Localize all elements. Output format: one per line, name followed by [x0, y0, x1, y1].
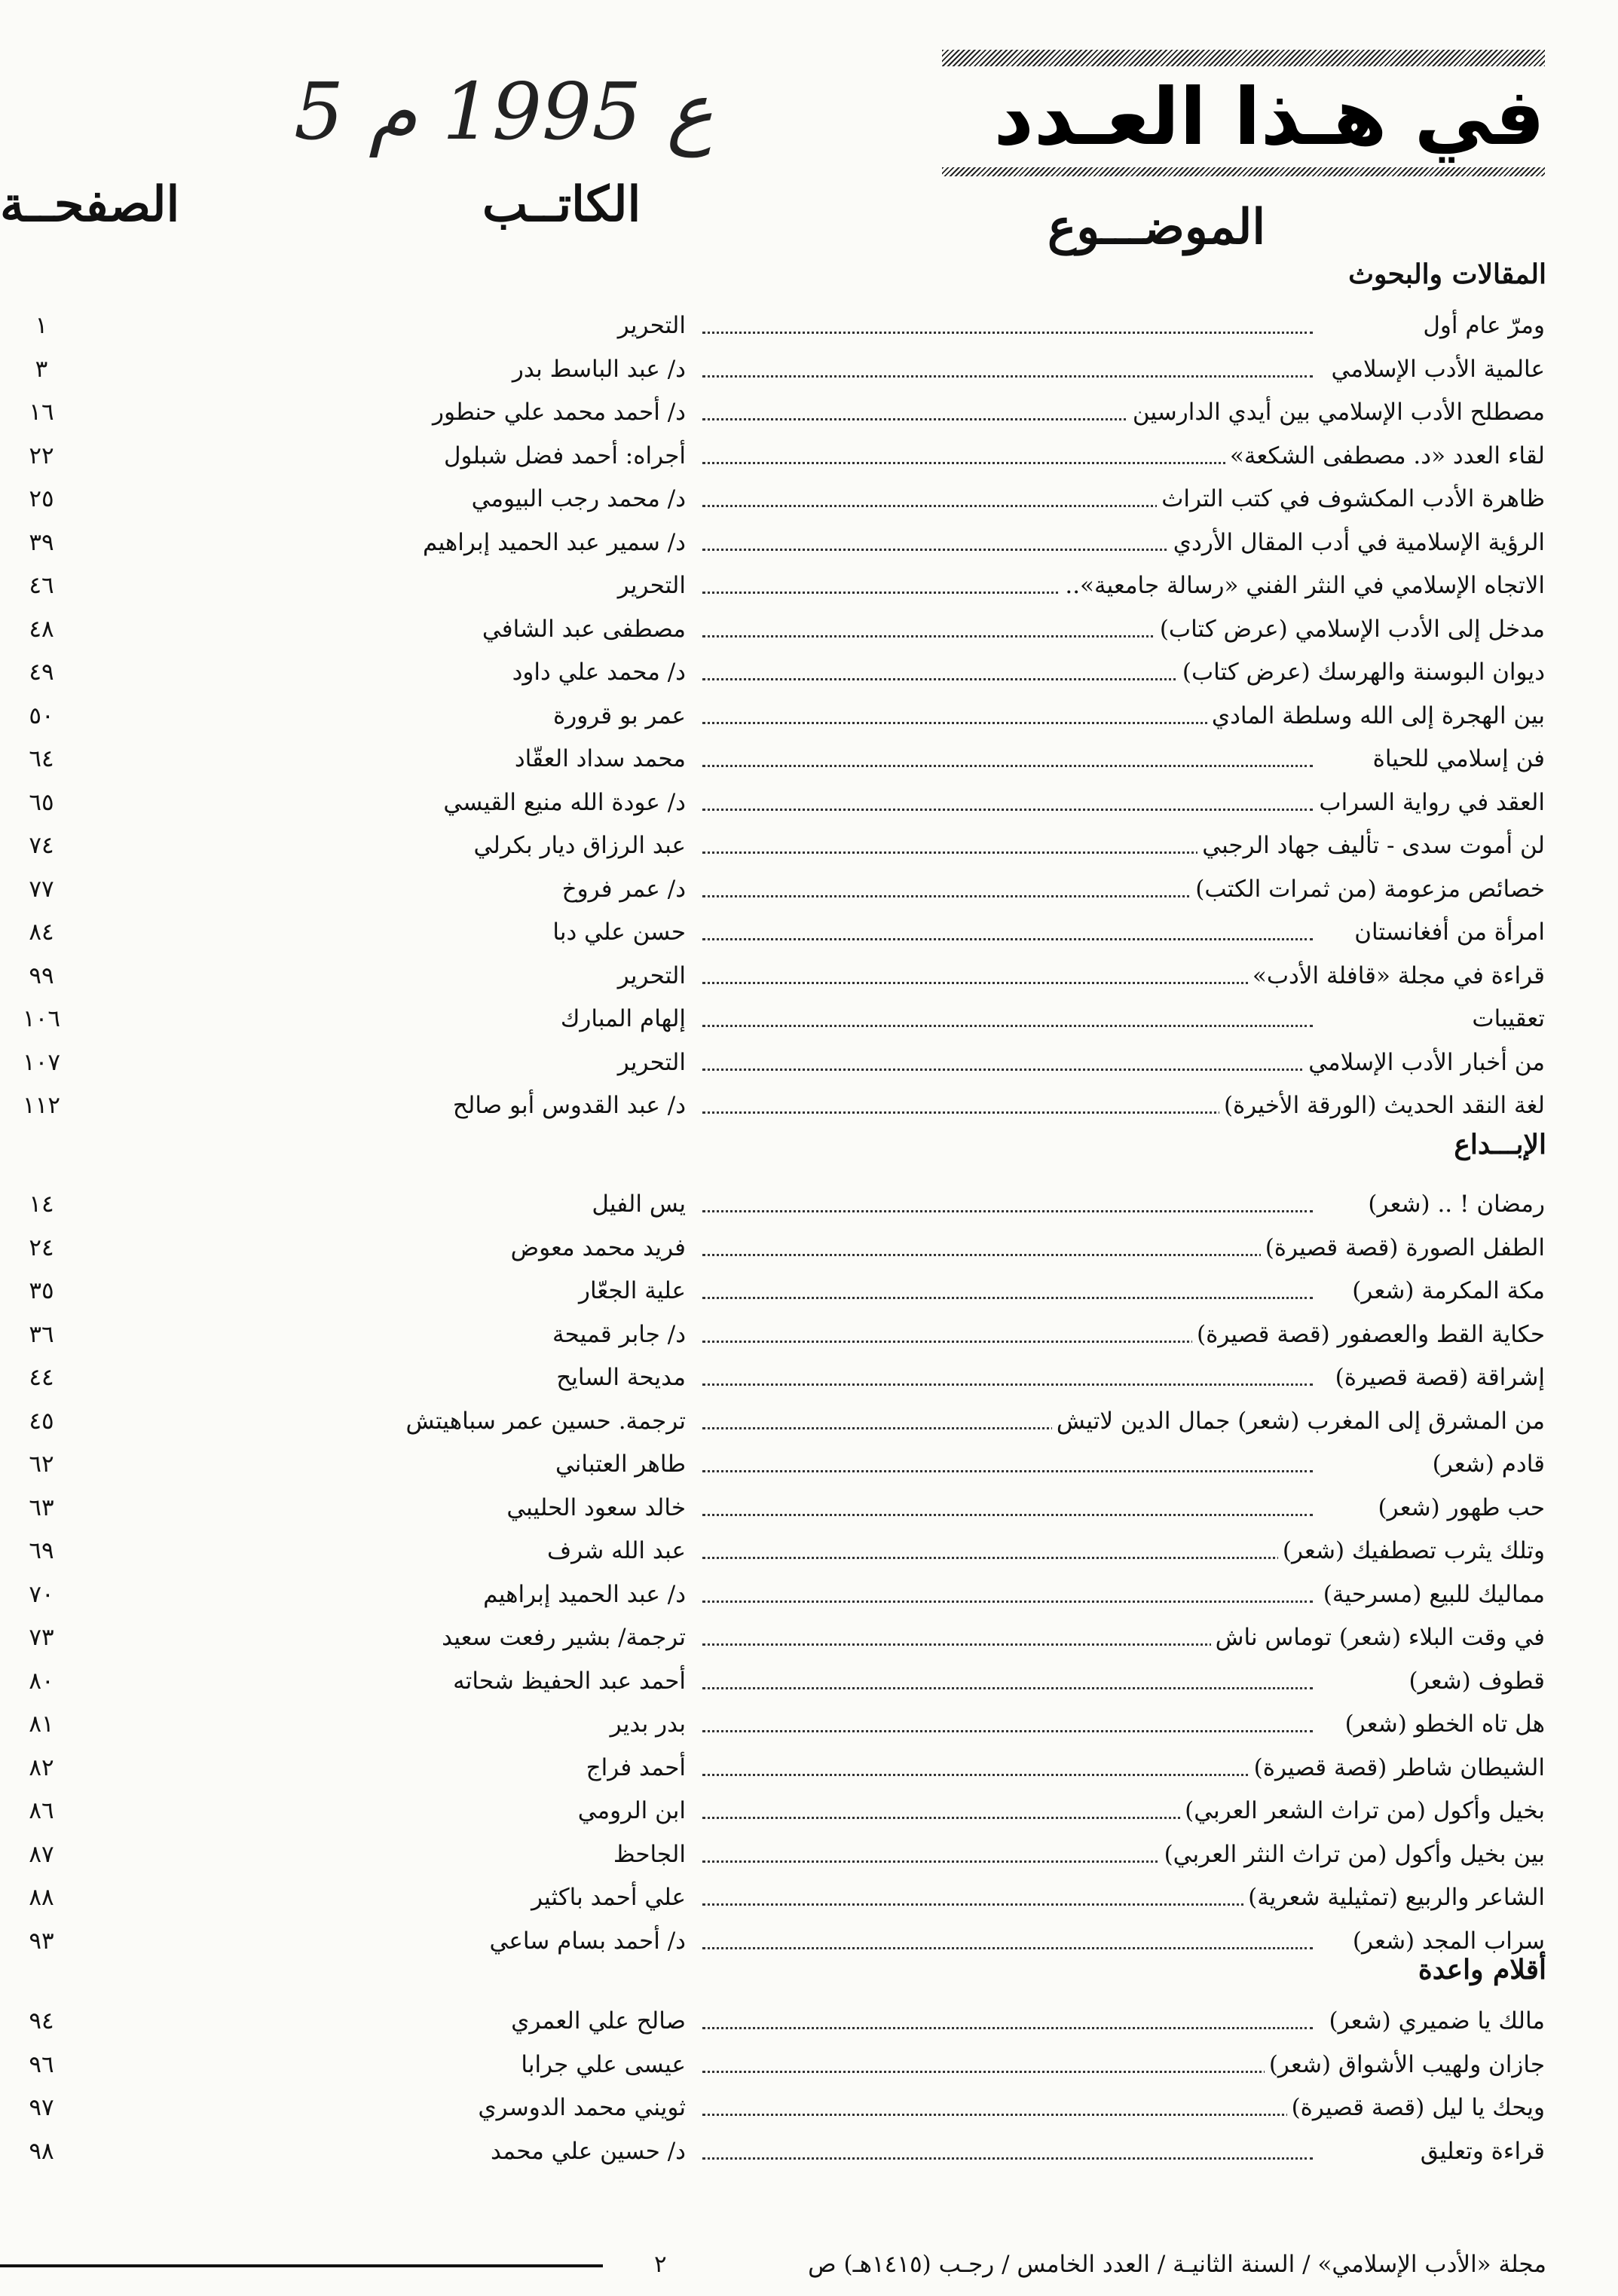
section-title: أقلام واعدة [1418, 1954, 1546, 1986]
toc-topic [686, 911, 1545, 953]
toc-page-number: ٢٥ [29, 485, 54, 512]
toc-row [0, 911, 1618, 953]
toc-topic-text: حب طهور (شعر) [1374, 1494, 1545, 1521]
toc-topic-text: إشراقة (قصة قصيرة) [1331, 1364, 1545, 1391]
toc-topic [686, 1084, 1545, 1127]
toc-author: طاهر العتباني [555, 1451, 686, 1478]
toc-row [0, 2044, 1618, 2086]
toc-page-number: ٣٦ [29, 1320, 54, 1348]
toc-author: يس الفيل [592, 1191, 686, 1218]
toc-topic [686, 955, 1545, 997]
toc-topic [686, 304, 1545, 347]
toc-topic [686, 1227, 1545, 1269]
footer-rule [0, 2264, 603, 2267]
toc-row [0, 1703, 1618, 1745]
toc-author: محمد سداد العقّاد [514, 745, 686, 772]
toc-topic-text: هل تاه الخطو (شعر) [1341, 1711, 1545, 1738]
toc-row [0, 2130, 1618, 2172]
toc-topic [686, 1356, 1545, 1399]
toc-author: التحرير [617, 572, 686, 599]
toc-row [0, 2087, 1618, 2129]
toc-author: مصطفى عبد الشافي [482, 615, 686, 643]
toc-page-number: ٨٢ [29, 1753, 54, 1781]
toc-page-number: ٩٧ [29, 2094, 54, 2121]
issue-title: في هـذا العـدد [993, 71, 1545, 163]
toc-row [0, 478, 1618, 520]
toc-topic [686, 824, 1545, 867]
toc-row [0, 1487, 1618, 1529]
toc-topic [686, 1616, 1545, 1659]
toc-topic [686, 1041, 1545, 1084]
toc-topic-text: ويحك يا ليل (قصة قصيرة) [1287, 2094, 1545, 2121]
toc-author: عبد الرزاق ديار بكرلي [473, 832, 686, 859]
toc-row [0, 1084, 1618, 1127]
toc-page-number: ٤٩ [29, 659, 54, 686]
toc-topic-text: ديوان البوسنة والهرسك (عرض كتاب) [1178, 659, 1545, 686]
toc-author: التحرير [617, 1048, 686, 1076]
toc-row [0, 608, 1618, 650]
toc-topic-text: مدخل إلى الأدب الإسلامي (عرض كتاب) [1155, 616, 1545, 643]
toc-row [0, 1183, 1618, 1225]
toc-topic [686, 1920, 1545, 1962]
toc-author: التحرير [617, 312, 686, 339]
toc-author: التحرير [617, 962, 686, 989]
toc-page-number: ٩٣ [29, 1927, 54, 1955]
toc-topic [686, 1660, 1545, 1702]
toc-topic [686, 998, 1545, 1040]
toc-author: د/ عودة الله منيع القيسي [443, 788, 686, 816]
toc-topic-text: امرأة من أفغانستان [1350, 919, 1545, 946]
toc-topic-text: مالك يا ضميري (شعر) [1325, 2007, 1545, 2035]
toc-topic-text: العقد في رواية السراب [1314, 789, 1545, 816]
toc-topic-text: قراءة وتعليق [1416, 2138, 1545, 2165]
toc-topic-text: عالمية الأدب الإسلامي [1327, 356, 1545, 383]
toc-row [0, 1443, 1618, 1485]
toc-page-number: ٦٤ [29, 745, 54, 772]
toc-row [0, 1041, 1618, 1084]
toc-row [0, 695, 1618, 737]
toc-page-number: ١٠٦ [23, 1005, 60, 1032]
toc-row [0, 738, 1618, 780]
toc-topic-text: بخيل وأكول (من تراث الشعر العربي) [1180, 1797, 1545, 1824]
toc-author: عبد الله شرف [547, 1537, 686, 1564]
toc-page-number: ٦٣ [29, 1493, 54, 1521]
toc-row [0, 1920, 1618, 1962]
toc-topic-text: لقاء العدد «د. مصطفى الشكعة» [1225, 442, 1545, 469]
header-hatch-top [942, 50, 1545, 66]
toc-author: د/ أحمد بسام ساعي [489, 1927, 686, 1955]
toc-row [0, 304, 1618, 347]
toc-page-number: ٨١ [29, 1711, 54, 1738]
toc-row [0, 1573, 1618, 1616]
toc-topic-text: جازان ولهيب الأشواق (شعر) [1265, 2051, 1545, 2078]
toc-author: د/ محمد علي داود [512, 659, 686, 686]
toc-topic-text: وتلك يثرب تصطفيك (شعر) [1278, 1537, 1545, 1564]
toc-topic [686, 2000, 1545, 2042]
toc-author: حسن علي دبا [552, 919, 686, 946]
toc-page-number: ٩٨ [29, 2137, 54, 2165]
toc-topic [686, 1833, 1545, 1876]
toc-row [0, 1790, 1618, 1832]
toc-topic [686, 2130, 1545, 2172]
toc-author: أحمد فراج [586, 1753, 686, 1781]
toc-author: الجاحظ [613, 1840, 686, 1868]
toc-page-number: ٧٤ [29, 832, 54, 859]
toc-page-number: ٨٦ [29, 1797, 54, 1824]
section-title: الإبـــداع [1454, 1129, 1546, 1160]
toc-row [0, 868, 1618, 910]
toc-topic [686, 1400, 1545, 1442]
toc-author: بدر بدير [610, 1711, 686, 1738]
toc-topic-text: قادم (شعر) [1428, 1451, 1545, 1478]
toc-author: أجراه: أحمد فضل شبلول [443, 442, 686, 469]
toc-author: د/ حسين علي محمد [491, 2137, 686, 2165]
footer [0, 2242, 1618, 2287]
toc-row [0, 1616, 1618, 1659]
toc-page-number: ٦٩ [29, 1537, 54, 1564]
toc-page-number: ٤٤ [29, 1364, 54, 1391]
toc-topic [686, 1790, 1545, 1832]
toc-topic-text: ظاهرة الأدب المكشوف في كتب التراث [1157, 485, 1545, 512]
toc-topic [686, 868, 1545, 910]
toc-topic-text: حكاية القط والعصفور (قصة قصيرة) [1192, 1321, 1545, 1348]
toc-topic [686, 2087, 1545, 2129]
toc-author: خالد سعود الحليبي [506, 1493, 686, 1521]
toc-row [0, 1530, 1618, 1572]
toc-author: ترجمة. حسين عمر سباهيتش [405, 1407, 686, 1435]
toc-row [0, 1660, 1618, 1702]
toc-topic-text: خصائص مزعومة (من ثمرات الكتب) [1191, 876, 1545, 903]
toc-page-number: ٩٦ [29, 2050, 54, 2078]
toc-author: إلهام المبارك [560, 1005, 686, 1032]
toc-topic [686, 1270, 1545, 1312]
toc-page-number: ٨٨ [29, 1884, 54, 1911]
toc-row [0, 391, 1618, 433]
toc-topic-text: في وقت البلاء (شعر) توماس ناش [1211, 1624, 1545, 1651]
toc-author: د/ جابر قميحة [552, 1320, 686, 1348]
toc-author: مديحة السايح [556, 1364, 686, 1391]
footer-journal-info: مجلة «الأدب الإسلامي» / السنة الثانيـة / العدد الخامس / رجـب (١٤١٥هـ) ص [808, 2251, 1546, 2278]
toc-author: د/ سمير عبد الحميد إبراهيم [422, 528, 686, 556]
toc-topic [686, 564, 1545, 607]
toc-page-number: ١٤ [29, 1191, 54, 1218]
toc-page-number: ٨٧ [29, 1840, 54, 1868]
toc-topic-text: من المشرق إلى المغرب (شعر) جمال الدين لاتيش [1052, 1408, 1545, 1435]
toc-topic [686, 695, 1545, 737]
toc-topic-text: الرؤية الإسلامية في أدب المقال الأردي [1169, 529, 1545, 556]
toc-page-number: ٨٠ [29, 1667, 54, 1695]
toc-topic [686, 521, 1545, 564]
header-hatch-bottom [942, 167, 1545, 176]
toc-topic-text: الاتجاه الإسلامي في النثر الفني «رسالة جامعية».. [1060, 572, 1545, 599]
toc-author: ثويني محمد الدوسري [478, 2094, 686, 2121]
toc-topic [686, 738, 1545, 780]
toc-page-number: ٦٥ [29, 788, 54, 816]
toc-page-number: ١١٢ [23, 1092, 60, 1119]
toc-row [0, 1313, 1618, 1356]
toc-topic-text: الطفل الصورة (قصة قصيرة) [1261, 1234, 1545, 1261]
toc-topic [686, 651, 1545, 693]
toc-topic [686, 1747, 1545, 1789]
toc-page-number: ١ [35, 312, 48, 339]
toc-topic-text: بين الهجرة إلى الله وسلطة المادي [1207, 702, 1545, 729]
toc-topic [686, 781, 1545, 824]
toc-page-number: ٥٠ [29, 702, 54, 729]
toc-topic [686, 2044, 1545, 2086]
toc-topic [686, 1573, 1545, 1616]
toc-topic-text: مماليك للبيع (مسرحية) [1319, 1581, 1545, 1608]
toc-topic-text: الشيطان شاطر (قصة قصيرة) [1249, 1754, 1545, 1781]
toc-page-number: ٧٠ [29, 1580, 54, 1608]
toc-author: أحمد عبد الحفيظ شحاته [453, 1667, 686, 1695]
toc-topic-text: تعقيبات [1467, 1005, 1545, 1032]
toc-page-number: ٨٤ [29, 919, 54, 946]
toc-row [0, 1747, 1618, 1789]
toc-author: د/ عبد القدوس أبو صالح [452, 1092, 686, 1119]
toc-page-number: ٣٥ [29, 1277, 54, 1304]
toc-row [0, 348, 1618, 390]
toc-topic-text: الشاعر والربيع (تمثيلية شعرية) [1243, 1884, 1545, 1911]
toc-topic-text: من أخبار الأدب الإسلامي [1304, 1049, 1545, 1076]
toc-topic-text: ومرّ عام أول [1418, 312, 1545, 339]
toc-author: فريد محمد معوض [510, 1234, 686, 1261]
toc-topic-text: مكة المكرمة (شعر) [1347, 1277, 1545, 1304]
toc-topic-text: بين بخيل وأكول (من تراث النثر العربي) [1160, 1841, 1545, 1868]
toc-topic-text: لن أموت سدى - تأليف جهاد الرجبي [1197, 832, 1545, 859]
toc-author: د/ عبد الباسط بدر [512, 355, 686, 383]
toc-page-number: ٦٢ [29, 1451, 54, 1478]
section-title: المقالات والبحوث [1348, 258, 1546, 290]
toc-topic-text: قطوف (شعر) [1405, 1668, 1545, 1695]
toc-topic [686, 348, 1545, 390]
toc-topic [686, 1183, 1545, 1225]
toc-page-number: ٢٢ [29, 442, 54, 469]
column-header-topic: الموضـــوع [1048, 199, 1266, 255]
toc-page-number: ٧٧ [29, 875, 54, 903]
toc-row [0, 1270, 1618, 1312]
toc-topic [686, 435, 1545, 477]
toc-topic [686, 1487, 1545, 1529]
toc-row [0, 1227, 1618, 1269]
toc-topic [686, 1443, 1545, 1485]
toc-author: ترجمة/ بشير رفعت سعيد [442, 1624, 686, 1651]
toc-topic-text: مصطلح الأدب الإسلامي بين أيدي الدارسين [1128, 399, 1545, 426]
toc-author: علية الجعّار [578, 1277, 686, 1304]
toc-row [0, 521, 1618, 564]
toc-page-number: ٢٤ [29, 1234, 54, 1261]
toc-topic [686, 478, 1545, 520]
toc-page-number: ٤٥ [29, 1407, 54, 1435]
toc-topic [686, 1313, 1545, 1356]
toc-topic-text: سراب المجد (شعر) [1348, 1928, 1545, 1955]
toc-row [0, 1876, 1618, 1918]
toc-topic-text: فن إسلامي للحياة [1369, 745, 1545, 772]
toc-page-number: ٤٨ [29, 615, 54, 643]
toc-topic-text: رمضان ! .. (شعر) [1363, 1191, 1545, 1218]
toc-author: صالح علي العمري [511, 2007, 686, 2035]
toc-author: د/ أحمد محمد علي حنطور [433, 399, 686, 426]
toc-page-number: ١٠٧ [23, 1048, 60, 1076]
toc-author: عيسى علي جرابا [521, 2050, 686, 2078]
handwritten-note: 5 ع 1995 م [294, 66, 714, 157]
toc-page-number: ٩٤ [29, 2007, 54, 2035]
column-header-page: الصفحــة [0, 176, 180, 233]
toc-author: عمر بو قرورة [553, 702, 686, 729]
toc-row [0, 1833, 1618, 1876]
toc-row [0, 781, 1618, 824]
toc-row [0, 1400, 1618, 1442]
toc-row [0, 2000, 1618, 2042]
toc-row [0, 564, 1618, 607]
toc-row [0, 651, 1618, 693]
toc-author: د/ محمد رجب البيومي [471, 485, 686, 512]
column-header-author: الكاتــب [482, 176, 641, 233]
toc-page-number: ٤٦ [29, 572, 54, 599]
toc-topic [686, 1530, 1545, 1572]
toc-row [0, 824, 1618, 867]
toc-topic [686, 608, 1545, 650]
toc-author: د/ عمر فروخ [561, 875, 686, 903]
toc-page-number: ٧٣ [29, 1624, 54, 1651]
toc-topic [686, 1876, 1545, 1918]
toc-page-number: ٣ [35, 355, 48, 383]
footer-page-number: ٢ [654, 2251, 667, 2278]
toc-page-number: ٩٩ [29, 962, 54, 989]
toc-page-number: ١٦ [29, 399, 54, 426]
toc-author: ابن الرومي [577, 1797, 686, 1824]
toc-row [0, 955, 1618, 997]
toc-page-number: ٣٩ [29, 528, 54, 556]
toc-topic-text: لغة النقد الحديث (الورقة الأخيرة) [1219, 1092, 1545, 1119]
toc-topic-text: قراءة في مجلة «قافلة الأدب» [1248, 962, 1545, 989]
toc-row [0, 1356, 1618, 1399]
toc-row [0, 435, 1618, 477]
toc-topic [686, 391, 1545, 433]
toc-row [0, 998, 1618, 1040]
toc-author: علي أحمد باكثير [531, 1884, 686, 1911]
toc-topic [686, 1703, 1545, 1745]
toc-author: د/ عبد الحميد إبراهيم [483, 1580, 686, 1608]
